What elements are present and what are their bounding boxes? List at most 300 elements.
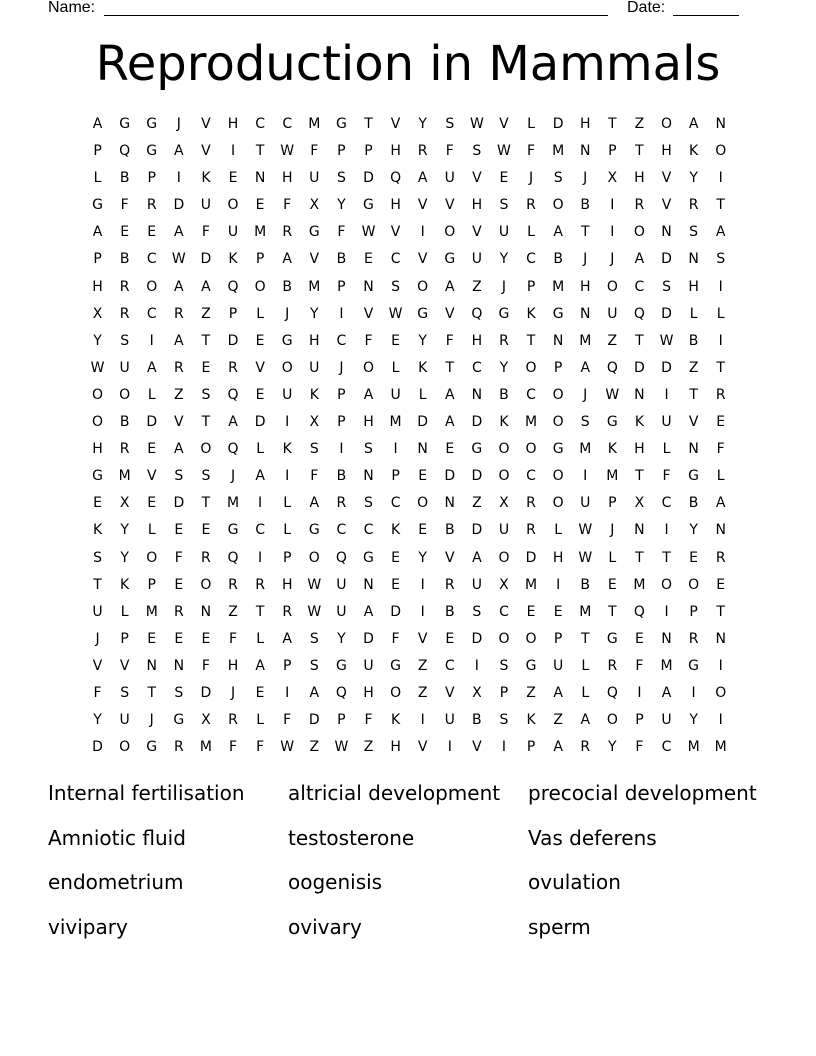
grid-letter: U bbox=[444, 170, 455, 187]
grid-letter: A bbox=[417, 170, 428, 187]
grid-letter: T bbox=[608, 603, 617, 620]
grid-row bbox=[84, 630, 735, 657]
grid-letter: A bbox=[92, 224, 103, 241]
grid-letter: R bbox=[228, 576, 238, 593]
grid-letter: A bbox=[553, 224, 563, 241]
grid-letter: X bbox=[309, 197, 320, 214]
grid-letter: E bbox=[147, 441, 157, 458]
grid-letter: K bbox=[201, 170, 211, 187]
grid-letter: S bbox=[472, 603, 482, 620]
grid-letter: J bbox=[230, 468, 236, 485]
grid-letter: I bbox=[149, 332, 154, 349]
grid-row bbox=[84, 169, 735, 196]
grid-letter: O bbox=[92, 414, 104, 431]
grid-letter: C bbox=[146, 251, 157, 268]
grid-letter: E bbox=[147, 630, 157, 647]
grid-row bbox=[84, 305, 735, 332]
grid-letter: L bbox=[418, 386, 427, 403]
grid-letter: K bbox=[418, 359, 428, 376]
grid-letter: O bbox=[552, 414, 564, 431]
grid-letter: H bbox=[390, 197, 401, 214]
grid-letter: B bbox=[119, 170, 130, 187]
grid-letter: M bbox=[579, 332, 592, 349]
grid-letter: S bbox=[364, 441, 373, 458]
grid-letter: S bbox=[309, 657, 319, 674]
grid-letter: Q bbox=[227, 441, 239, 458]
page-title: Reproduction in Mammals bbox=[95, 36, 721, 92]
grid-letter: A bbox=[444, 278, 455, 295]
grid-letter: R bbox=[173, 739, 184, 756]
grid-row bbox=[84, 278, 735, 305]
grid-letter: P bbox=[689, 603, 698, 620]
grid-letter: P bbox=[147, 576, 156, 593]
grid-row bbox=[84, 467, 735, 494]
grid-letter: I bbox=[718, 712, 723, 729]
grid-letter: L bbox=[581, 657, 590, 674]
grid-letter: I bbox=[610, 197, 615, 214]
grid-letter: Q bbox=[335, 549, 347, 566]
grid-letter: E bbox=[391, 549, 400, 566]
grid-letter: H bbox=[661, 143, 672, 160]
grid-letter: O bbox=[227, 197, 239, 214]
grid-letter: F bbox=[120, 197, 129, 214]
grid-letter: O bbox=[552, 386, 564, 403]
grid-letter: G bbox=[498, 305, 510, 322]
grid-letter: I bbox=[691, 684, 696, 701]
grid-letter: T bbox=[364, 116, 373, 132]
grid-row bbox=[84, 521, 735, 548]
grid-letter: T bbox=[635, 549, 644, 566]
grid-letter: I bbox=[285, 468, 290, 485]
grid-letter: U bbox=[227, 224, 239, 241]
grid-letter: P bbox=[337, 386, 346, 403]
grid-letter: J bbox=[149, 712, 154, 729]
grid-letter: I bbox=[556, 576, 561, 593]
grid-letter: A bbox=[92, 116, 103, 132]
grid-letter: P bbox=[391, 468, 400, 485]
grid-letter: D bbox=[634, 359, 645, 376]
grid-letter: S bbox=[445, 116, 455, 132]
word-list-item: endometrium bbox=[48, 870, 184, 894]
grid-letter: Z bbox=[363, 739, 374, 756]
grid-letter: G bbox=[335, 116, 347, 132]
grid-letter: M bbox=[226, 495, 240, 512]
grid-letter: O bbox=[254, 278, 266, 295]
grid-letter: B bbox=[688, 332, 699, 349]
grid-letter: G bbox=[227, 522, 239, 539]
grid-letter: A bbox=[661, 684, 672, 701]
grid-letter: P bbox=[93, 251, 102, 268]
grid-letter: G bbox=[308, 522, 320, 539]
grid-letter: F bbox=[391, 630, 400, 647]
grid-letter: Z bbox=[309, 739, 320, 756]
grid-letter: F bbox=[283, 197, 292, 214]
grid-letter: V bbox=[255, 359, 265, 376]
grid-letter: N bbox=[146, 657, 157, 674]
grid-letter: E bbox=[255, 386, 265, 403]
grid-letter: M bbox=[606, 468, 619, 485]
grid-letter: V bbox=[390, 224, 401, 241]
grid-letter: L bbox=[527, 224, 535, 241]
grid-letter: Y bbox=[499, 251, 509, 268]
grid-letter: O bbox=[444, 224, 456, 241]
grid-letter: U bbox=[282, 386, 293, 403]
grid-letter: B bbox=[444, 522, 455, 539]
grid-letter: D bbox=[661, 251, 672, 268]
grid-letter: Y bbox=[93, 332, 102, 349]
grid-letter: A bbox=[309, 684, 320, 701]
grid-letter: T bbox=[445, 359, 455, 376]
grid-letter: V bbox=[417, 251, 428, 268]
grid-letter: B bbox=[553, 251, 563, 268]
grid-letter: E bbox=[255, 197, 265, 214]
grid-letter: D bbox=[471, 468, 483, 485]
grid-letter: R bbox=[282, 224, 293, 241]
grid-letter: K bbox=[689, 143, 699, 160]
grid-letter: P bbox=[553, 630, 563, 647]
grid-letter: K bbox=[282, 441, 292, 458]
grid-letter: N bbox=[715, 522, 726, 539]
grid-letter: F bbox=[364, 332, 373, 349]
grid-letter: D bbox=[227, 332, 239, 349]
grid-letter: I bbox=[339, 441, 344, 458]
grid-letter: O bbox=[525, 441, 537, 458]
grid-letter: E bbox=[418, 522, 428, 539]
grid-letter: O bbox=[498, 549, 510, 566]
grid-letter: F bbox=[364, 712, 373, 729]
grid-letter: L bbox=[716, 468, 725, 485]
grid-letter: M bbox=[525, 414, 538, 431]
grid-letter: C bbox=[634, 278, 645, 295]
grid-letter: Z bbox=[472, 278, 482, 295]
grid-letter: V bbox=[472, 224, 482, 241]
grid-letter: F bbox=[283, 712, 292, 729]
grid-letter: K bbox=[228, 251, 238, 268]
grid-letter: A bbox=[553, 684, 563, 701]
grid-letter: E bbox=[201, 359, 211, 376]
grid-letter: E bbox=[201, 630, 211, 647]
grid-row bbox=[84, 142, 735, 169]
grid-letter: B bbox=[336, 251, 347, 268]
grid-letter: N bbox=[661, 224, 672, 241]
grid-letter: M bbox=[254, 224, 267, 241]
grid-letter: S bbox=[391, 278, 401, 295]
grid-letter: P bbox=[147, 170, 156, 187]
grid-letter: G bbox=[173, 712, 185, 729]
grid-letter: R bbox=[607, 657, 618, 674]
grid-letter: W bbox=[171, 251, 186, 268]
grid-letter: R bbox=[688, 630, 699, 647]
grid-letter: C bbox=[336, 332, 347, 349]
grid-letter: C bbox=[499, 603, 509, 620]
grid-letter: O bbox=[552, 197, 564, 214]
grid-letter: F bbox=[635, 739, 644, 756]
grid-letter: U bbox=[444, 712, 455, 729]
grid-letter: H bbox=[688, 278, 699, 295]
grid-letter: S bbox=[499, 197, 509, 214]
grid-letter: O bbox=[146, 278, 158, 295]
grid-letter: F bbox=[310, 468, 319, 485]
grid-letter: D bbox=[525, 549, 537, 566]
grid-letter: G bbox=[417, 305, 429, 322]
grid-letter: L bbox=[391, 359, 400, 376]
grid-letter: I bbox=[501, 739, 507, 756]
grid-letter: M bbox=[308, 278, 321, 295]
grid-letter: V bbox=[92, 657, 103, 674]
grid-letter: I bbox=[420, 603, 425, 620]
grid-letter: M bbox=[633, 576, 646, 593]
grid-letter: I bbox=[583, 468, 588, 485]
grid-letter: R bbox=[282, 603, 293, 620]
grid-letter: V bbox=[444, 684, 455, 701]
grid-letter: S bbox=[472, 143, 482, 160]
grid-letter: T bbox=[716, 359, 725, 376]
grid-letter: W bbox=[605, 386, 620, 403]
grid-letter: F bbox=[527, 143, 536, 160]
grid-letter: A bbox=[174, 143, 184, 160]
grid-letter: P bbox=[228, 305, 238, 322]
grid-letter: V bbox=[499, 116, 509, 132]
grid-letter: P bbox=[255, 251, 265, 268]
grid-letter: Q bbox=[227, 278, 239, 295]
grid-letter: P bbox=[526, 278, 536, 295]
grid-letter: V bbox=[661, 170, 672, 187]
grid-letter: N bbox=[688, 441, 699, 458]
grid-letter: A bbox=[553, 739, 563, 756]
grid-letter: L bbox=[554, 522, 563, 539]
grid-letter: E bbox=[553, 603, 563, 620]
grid-letter: P bbox=[635, 712, 644, 729]
grid-letter: E bbox=[716, 414, 726, 431]
grid-letter: V bbox=[417, 739, 428, 756]
grid-letter: O bbox=[661, 576, 673, 593]
grid-letter: F bbox=[445, 332, 454, 349]
grid-letter: J bbox=[583, 170, 588, 187]
header-line bbox=[48, 0, 748, 20]
grid-letter: P bbox=[120, 630, 129, 647]
grid-letter: K bbox=[120, 576, 130, 593]
grid-letter: O bbox=[606, 278, 618, 295]
grid-letter: L bbox=[256, 630, 265, 647]
grid-letter: T bbox=[635, 143, 644, 160]
grid-letter: F bbox=[662, 468, 671, 485]
grid-letter: Y bbox=[310, 305, 319, 322]
grid-letter: O bbox=[362, 359, 374, 376]
grid-row bbox=[84, 603, 735, 630]
grid-letter: R bbox=[715, 549, 726, 566]
grid-letter: W bbox=[334, 739, 349, 756]
grid-letter: T bbox=[635, 332, 644, 349]
grid-letter: T bbox=[255, 143, 265, 160]
grid-letter: J bbox=[583, 386, 588, 403]
grid-letter: Y bbox=[337, 630, 346, 647]
grid-letter: H bbox=[281, 576, 293, 593]
date-field[interactable] bbox=[673, 0, 739, 16]
grid-letter: S bbox=[553, 170, 563, 187]
grid-letter: S bbox=[689, 224, 699, 241]
grid-letter: O bbox=[552, 495, 564, 512]
grid-letter: W bbox=[307, 603, 322, 620]
grid-letter: R bbox=[580, 739, 591, 756]
grid-letter: A bbox=[715, 224, 726, 241]
grid-letter: U bbox=[92, 603, 103, 620]
grid-letter: A bbox=[363, 386, 374, 403]
grid-letter: V bbox=[472, 739, 482, 756]
grid-letter: T bbox=[689, 386, 698, 403]
grid-letter: G bbox=[606, 630, 618, 647]
grid-letter: F bbox=[174, 549, 183, 566]
grid-letter: G bbox=[552, 441, 564, 458]
grid-letter: S bbox=[120, 332, 130, 349]
grid-letter: O bbox=[281, 359, 293, 376]
grid-letter: Y bbox=[418, 116, 427, 132]
grid-letter: Q bbox=[335, 684, 347, 701]
grid-letter: T bbox=[580, 630, 590, 647]
grid-letter: A bbox=[201, 278, 211, 295]
grid-letter: A bbox=[472, 549, 482, 566]
grid-letter: N bbox=[363, 278, 374, 295]
grid-row bbox=[84, 332, 735, 359]
grid-letter: S bbox=[499, 657, 509, 674]
grid-letter: V bbox=[201, 143, 211, 160]
grid-letter: I bbox=[176, 170, 181, 187]
grid-letter: I bbox=[718, 332, 723, 349]
grid-letter: O bbox=[119, 739, 131, 756]
grid-letter: M bbox=[687, 739, 700, 756]
grid-letter: E bbox=[716, 576, 726, 593]
grid-letter: I bbox=[637, 684, 642, 701]
grid-letter: V bbox=[201, 116, 211, 132]
grid-letter: I bbox=[230, 143, 236, 160]
grid-letter: C bbox=[526, 251, 536, 268]
grid-letter: P bbox=[526, 739, 536, 756]
grid-letter: M bbox=[308, 116, 321, 132]
grid-letter: F bbox=[228, 739, 238, 756]
grid-letter: S bbox=[201, 386, 211, 403]
grid-letter: X bbox=[309, 414, 320, 431]
grid-letter: Y bbox=[418, 332, 427, 349]
grid-letter: B bbox=[580, 197, 591, 214]
grid-letter: T bbox=[635, 468, 644, 485]
grid-letter: Z bbox=[472, 495, 482, 512]
grid-letter: W bbox=[307, 576, 322, 593]
grid-letter: P bbox=[282, 657, 292, 674]
grid-letter: H bbox=[281, 170, 293, 187]
grid-letter: O bbox=[715, 684, 727, 701]
grid-row bbox=[84, 359, 735, 386]
grid-letter: Y bbox=[499, 359, 509, 376]
grid-letter: X bbox=[634, 495, 645, 512]
grid-letter: Z bbox=[417, 684, 428, 701]
word-list-item: Internal fertilisation bbox=[48, 781, 245, 805]
grid-letter: E bbox=[634, 630, 644, 647]
grid-letter: U bbox=[607, 305, 618, 322]
grid-letter: T bbox=[201, 495, 211, 512]
grid-letter: R bbox=[634, 197, 645, 214]
grid-letter: N bbox=[688, 251, 699, 268]
grid-letter: R bbox=[688, 197, 699, 214]
grid-letter: B bbox=[580, 576, 591, 593]
grid-letter: E bbox=[526, 603, 536, 620]
grid-letter: E bbox=[174, 576, 184, 593]
grid-letter: G bbox=[606, 414, 618, 431]
grid-letter: D bbox=[308, 712, 320, 729]
name-label: Name: bbox=[48, 0, 96, 16]
grid-letter: T bbox=[716, 603, 725, 620]
grid-letter: C bbox=[661, 495, 672, 512]
grid-letter: S bbox=[174, 684, 184, 701]
name-field[interactable] bbox=[104, 0, 608, 16]
grid-letter: R bbox=[526, 197, 536, 214]
grid-letter: U bbox=[309, 359, 320, 376]
grid-letter: N bbox=[200, 603, 212, 620]
grid-letter: I bbox=[664, 522, 669, 539]
grid-letter: O bbox=[661, 116, 673, 132]
grid-letter: R bbox=[228, 712, 238, 729]
grid-letter: W bbox=[388, 305, 403, 322]
grid-letter: U bbox=[498, 224, 510, 241]
grid-letter: C bbox=[526, 386, 536, 403]
word-list-item: altricial development bbox=[288, 781, 501, 805]
grid-letter: A bbox=[309, 495, 320, 512]
grid-letter: J bbox=[610, 522, 615, 539]
grid-letter: L bbox=[283, 522, 292, 539]
grid-letter: G bbox=[119, 116, 131, 132]
grid-letter: Q bbox=[606, 684, 618, 701]
grid-letter: T bbox=[662, 549, 671, 566]
grid-letter: W bbox=[578, 522, 593, 539]
word-row bbox=[48, 914, 788, 959]
grid-row bbox=[84, 115, 735, 142]
grid-letter: I bbox=[420, 576, 425, 593]
grid-letter: T bbox=[608, 116, 617, 132]
grid-letter: S bbox=[336, 170, 346, 187]
grid-letter: N bbox=[444, 495, 455, 512]
grid-letter: S bbox=[174, 468, 184, 485]
grid-letter: M bbox=[579, 603, 592, 620]
grid-letter: A bbox=[255, 657, 265, 674]
grid-letter: L bbox=[662, 441, 671, 458]
grid-row bbox=[84, 549, 735, 576]
grid-letter: O bbox=[417, 495, 429, 512]
grid-letter: I bbox=[610, 224, 615, 241]
grid-letter: E bbox=[228, 170, 238, 187]
grid-letter: A bbox=[174, 441, 184, 458]
grid-row bbox=[84, 657, 735, 684]
grid-letter: H bbox=[390, 739, 401, 756]
grid-letter: A bbox=[282, 630, 292, 647]
grid-letter: G bbox=[525, 657, 537, 674]
grid-letter: O bbox=[633, 224, 645, 241]
word-list-item: testosterone bbox=[288, 825, 415, 850]
grid-letter: U bbox=[498, 522, 510, 539]
grid-letter: B bbox=[472, 712, 482, 729]
grid-letter: V bbox=[363, 305, 374, 322]
grid-letter: P bbox=[337, 712, 346, 729]
grid-letter: N bbox=[363, 576, 374, 593]
grid-letter: G bbox=[92, 197, 103, 214]
grid-letter: Z bbox=[526, 684, 536, 701]
grid-letter: U bbox=[119, 712, 130, 729]
grid-letter: V bbox=[472, 170, 482, 187]
grid-letter: K bbox=[607, 441, 617, 458]
grid-letter: D bbox=[254, 414, 266, 431]
grid-letter: U bbox=[390, 386, 401, 403]
grid-letter: Z bbox=[607, 332, 618, 349]
grid-letter: C bbox=[390, 251, 401, 268]
grid-letter: P bbox=[337, 278, 346, 295]
grid-letter: L bbox=[527, 116, 535, 132]
